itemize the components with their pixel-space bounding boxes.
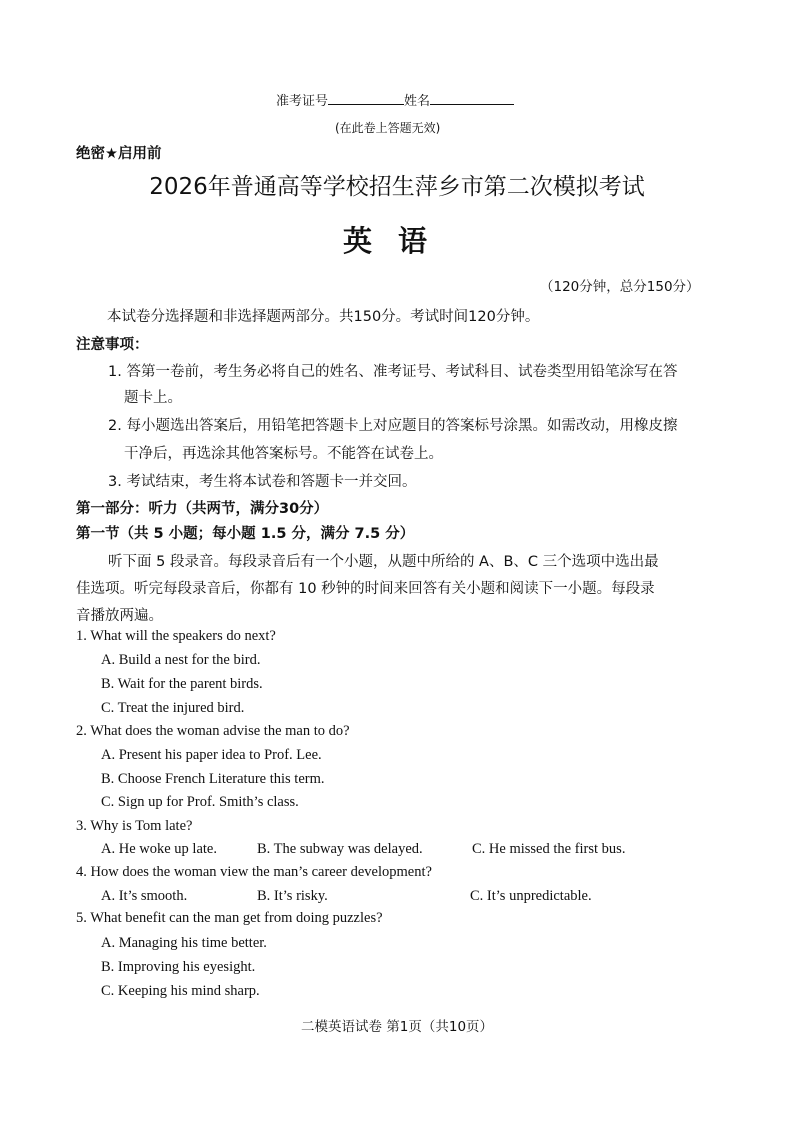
page-footer: 二模英语试卷 第1页（共10页）: [300, 1019, 494, 1035]
question-2-stem: 2. What does the woman advise the man to do?: [76, 723, 350, 739]
exam-id-blank: [328, 91, 404, 105]
question-5-option-a: A. Managing his time better.: [101, 935, 267, 951]
exam-id-field: [276, 90, 514, 109]
note-item-3: 3. 考试结束，考生将本试卷和答题卡一并交回。: [108, 474, 417, 490]
question-1-option-c: C. Treat the injured bird.: [101, 700, 245, 716]
question-4-option-c: C. It’s unpredictable.: [470, 888, 592, 904]
question-5-option-b: B. Improving his eyesight.: [101, 959, 256, 975]
question-1-option-b: B. Wait for the parent birds.: [101, 676, 263, 692]
question-2-option-a: A. Present his paper idea to Prof. Lee.: [101, 747, 322, 763]
note-item-1-cont: 题卡上。: [124, 390, 182, 406]
exam-id-label: 准考证号: [276, 94, 329, 109]
question-3-stem: 3. Why is Tom late?: [76, 818, 193, 834]
question-4-option-a: A. It’s smooth.: [101, 888, 188, 904]
question-3-option-a: A. He woke up late.: [101, 841, 217, 857]
question-5-option-c: C. Keeping his mind sharp.: [101, 983, 260, 999]
question-1-stem: 1. What will the speakers do next?: [76, 628, 276, 644]
intro-text: 本试卷分选择题和非选择题两部分。共150分。考试时间120分钟。: [107, 309, 540, 325]
note-item-2: 2. 每小题选出答案后，用铅笔把答题卡上对应题目的答案标号涂黑。如需改动，用橡皮擦: [108, 418, 678, 434]
notes-heading: 注意事项：: [76, 337, 149, 353]
name-blank: [430, 91, 514, 105]
note-item-1: 1. 答第一卷前，考生务必将自己的姓名、准考证号、考试科目、试卷类型用铅笔涂写在答: [108, 364, 678, 380]
instructions-line-3: 音播放两遍。: [76, 608, 163, 624]
question-2-option-b: B. Choose French Literature this term.: [101, 771, 325, 787]
question-3-option-c: C. He missed the first bus.: [472, 841, 626, 857]
secret-mark: 绝密★启用前: [76, 146, 162, 162]
question-3-option-b: B. The subway was delayed.: [257, 841, 423, 857]
answer-invalid-note: (在此卷上答题无效): [335, 121, 441, 135]
question-2-option-c: C. Sign up for Prof. Smith’s class.: [101, 794, 299, 810]
question-4-option-b: B. It’s risky.: [257, 888, 328, 904]
section1-heading: 第一节（共 5 小题；每小题 1.5 分，满分 7.5 分）: [76, 526, 415, 542]
time-info: （120分钟，总分150分）: [540, 279, 700, 295]
question-4-stem: 4. How does the woman view the man’s career development?: [76, 864, 432, 880]
subject-title: 英 语: [342, 224, 436, 258]
instructions-line-2: 佳选项。听完每段录音后，你都有 10 秒钟的时间来回答有关小题和阅读下一小题。每段录: [76, 581, 655, 597]
name-label: 姓名: [404, 94, 431, 109]
part1-heading: 第一部分：听力（共两节，满分30分）: [76, 501, 329, 517]
exam-title: 2026年普通高等学校招生萍乡市第二次模拟考试: [149, 174, 645, 200]
question-1-option-a: A. Build a nest for the bird.: [101, 652, 261, 668]
note-item-2-cont: 干净后，再选涂其他答案标号。不能答在试卷上。: [124, 446, 443, 462]
question-5-stem: 5. What benefit can the man get from doing puzzles?: [76, 910, 383, 926]
instructions-line-1: 听下面 5 段录音。每段录音后有一个小题，从题中所给的 A、B、C 三个选项中选出最: [108, 554, 659, 570]
